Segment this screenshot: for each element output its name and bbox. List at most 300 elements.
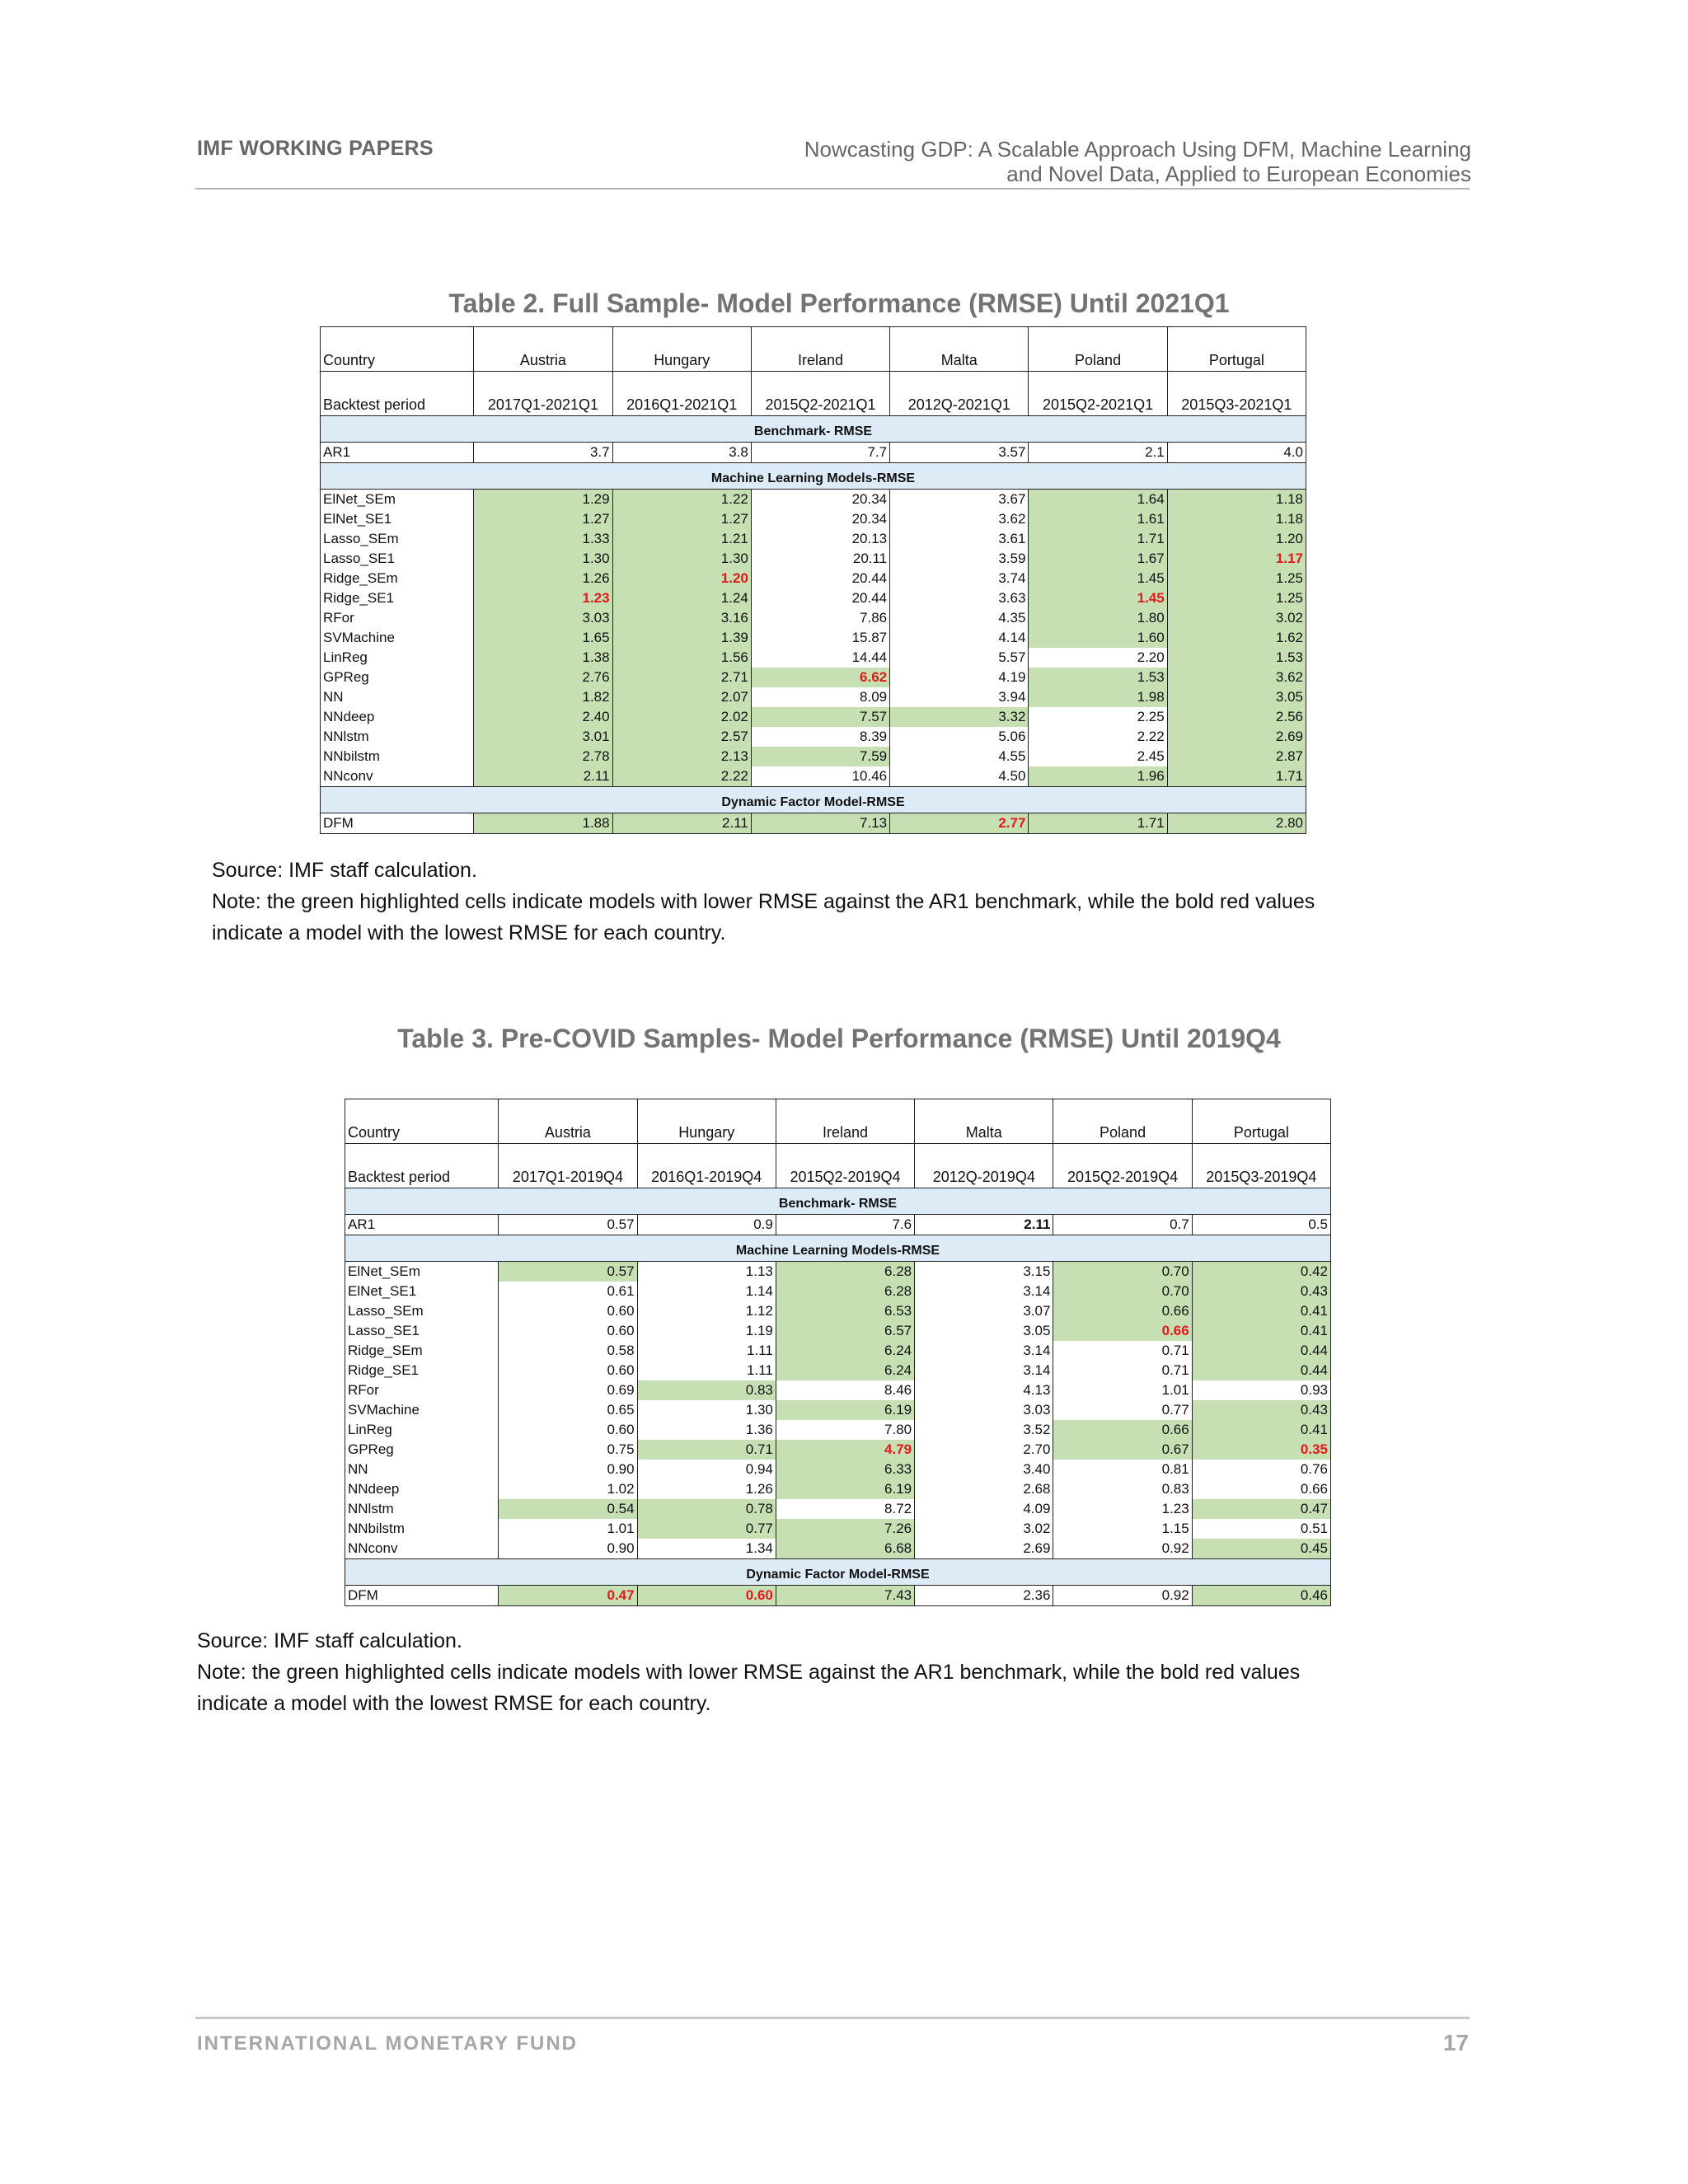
rmse-value: 3.8 [612,443,751,463]
rmse-value: 1.19 [637,1321,776,1341]
rmse-value: 0.66 [1053,1301,1192,1321]
rmse-value: 0.42 [1192,1262,1330,1282]
rmse-value: 0.54 [499,1499,637,1519]
table-row [321,813,1306,834]
rmse-value: 0.43 [1192,1400,1330,1420]
rmse-value: 3.15 [915,1262,1053,1282]
rmse-value: 1.88 [474,813,612,834]
table-row [321,687,1306,707]
rmse-value: 1.01 [499,1519,637,1539]
model-name: Lasso_SEm [345,1301,499,1321]
rmse-value: 1.20 [1167,529,1306,549]
rmse-value: 3.57 [890,443,1029,463]
rmse-value: 3.05 [1167,687,1306,707]
model-name: NN [345,1460,499,1479]
rmse-value: 0.71 [637,1440,776,1460]
rmse-value: 0.66 [1053,1420,1192,1440]
dfm-section [345,1559,1331,1586]
rmse-value: 1.22 [612,490,751,510]
rmse-value: 1.82 [474,687,612,707]
rmse-value: 0.41 [1192,1321,1330,1341]
rmse-value: 15.87 [751,628,889,648]
rmse-value: 1.18 [1167,490,1306,510]
rmse-value: 0.51 [1192,1519,1330,1539]
table-row [321,648,1306,668]
rmse-value: 1.18 [1167,509,1306,529]
rmse-value: 2.40 [474,707,612,727]
ml-section [345,1235,1331,1262]
rmse-value: 3.02 [1167,608,1306,628]
rmse-value: 1.71 [1167,766,1306,787]
rmse-value: 1.53 [1167,648,1306,668]
table-row [345,1499,1331,1519]
model-name: NNdeep [345,1479,499,1499]
rmse-value: 1.13 [637,1262,776,1282]
header-rule [195,188,1470,190]
rmse-value: 4.55 [890,747,1029,766]
country-header: Portugal [1167,327,1306,372]
model-name: Lasso_SE1 [345,1321,499,1341]
rmse-value: 6.19 [776,1479,914,1499]
table3-title: Table 3. Pre-COVID Samples- Model Performance (RMSE) Until 2019Q4 [397,1024,1281,1053]
rmse-value: 1.20 [612,569,751,588]
rmse-value: 3.74 [890,569,1029,588]
country-header: Hungary [637,1099,776,1144]
rmse-value: 0.60 [499,1420,637,1440]
rmse-value: 6.53 [776,1301,914,1321]
rmse-value: 1.62 [1167,628,1306,648]
benchmark-section [321,416,1306,443]
rmse-value: 1.24 [612,588,751,608]
rmse-value: 7.26 [776,1519,914,1539]
table2-note-line2: indicate a model with the lowest RMSE for each country. [212,921,726,944]
rmse-value: 3.52 [915,1420,1053,1440]
model-name: Ridge_SE1 [345,1361,499,1380]
rmse-value: 0.71 [1053,1361,1192,1380]
running-header-line1: Nowcasting GDP: A Scalable Approach Using DFM, Machine Learning [804,137,1471,162]
running-header-right [647,137,1471,186]
rmse-value: 0.60 [637,1586,776,1606]
table-row [321,549,1306,569]
table-row [321,443,1306,463]
rmse-value: 1.11 [637,1361,776,1380]
rmse-value: 0.5 [1192,1215,1330,1235]
rmse-value: 0.35 [1192,1440,1330,1460]
rmse-value: 0.70 [1053,1282,1192,1301]
rmse-value: 3.63 [890,588,1029,608]
rmse-value: 0.76 [1192,1460,1330,1479]
rmse-value: 6.19 [776,1400,914,1420]
table-row [321,569,1306,588]
rmse-value: 2.22 [1029,727,1167,747]
rmse-value: 0.69 [499,1380,637,1400]
rmse-value: 1.34 [637,1539,776,1559]
rmse-value: 0.61 [499,1282,637,1301]
backtest-period: 2015Q3-2019Q4 [1192,1144,1330,1188]
rmse-value: 4.19 [890,668,1029,687]
rmse-value: 1.67 [1029,549,1167,569]
rmse-value: 0.43 [1192,1282,1330,1301]
rmse-value: 0.92 [1053,1586,1192,1606]
rmse-value: 20.44 [751,588,889,608]
rmse-value: 2.57 [612,727,751,747]
rmse-value: 1.30 [612,549,751,569]
rmse-value: 3.67 [890,490,1029,510]
table-row [345,1586,1331,1606]
rmse-value: 3.16 [612,608,751,628]
country-header: Portugal [1192,1099,1330,1144]
rmse-value: 7.7 [751,443,889,463]
table-row [345,1380,1331,1400]
model-name: DFM [321,813,474,834]
rmse-value: 2.77 [890,813,1029,834]
model-name: GPReg [345,1440,499,1460]
table-row [321,747,1306,766]
model-name: RFor [321,608,474,628]
backtest-period-row [345,1144,1331,1188]
rmse-value: 1.65 [474,628,612,648]
rmse-value: 0.7 [1053,1215,1192,1235]
table-row [321,490,1306,510]
table-row [345,1215,1331,1235]
rmse-value: 3.32 [890,707,1029,727]
rmse-value: 3.94 [890,687,1029,707]
table2-notes [212,855,1531,949]
table-row [321,727,1306,747]
footer-publisher: INTERNATIONAL MONETARY FUND [197,2032,578,2055]
rmse-value: 0.60 [499,1321,637,1341]
rmse-value: 0.71 [1053,1341,1192,1361]
model-name: ElNet_SE1 [321,509,474,529]
country-label: Country [321,327,474,372]
rmse-value: 1.60 [1029,628,1167,648]
backtest-period: 2017Q1-2019Q4 [499,1144,637,1188]
country-header-row [345,1099,1331,1144]
backtest-period: 2012Q-2019Q4 [915,1144,1053,1188]
rmse-value: 3.02 [915,1519,1053,1539]
backtest-period: 2015Q2-2019Q4 [1053,1144,1192,1188]
backtest-period-label: Backtest period [345,1144,499,1188]
rmse-value: 8.09 [751,687,889,707]
backtest-period: 2016Q1-2021Q1 [612,372,751,416]
backtest-period: 2016Q1-2019Q4 [637,1144,776,1188]
rmse-value: 1.80 [1029,608,1167,628]
rmse-value: 20.34 [751,509,889,529]
rmse-value: 4.14 [890,628,1029,648]
rmse-value: 1.29 [474,490,612,510]
benchmark-section [345,1188,1331,1215]
rmse-value: 4.09 [915,1499,1053,1519]
rmse-value: 4.13 [915,1380,1053,1400]
rmse-value: 2.11 [915,1215,1053,1235]
rmse-value: 2.20 [1029,648,1167,668]
rmse-value: 20.44 [751,569,889,588]
model-name: ElNet_SEm [321,490,474,510]
rmse-value: 7.86 [751,608,889,628]
rmse-value: 1.56 [612,648,751,668]
country-header: Austria [474,327,612,372]
model-name: LinReg [321,648,474,668]
table-row [345,1400,1331,1420]
rmse-value: 6.62 [751,668,889,687]
rmse-value: 4.50 [890,766,1029,787]
country-label: Country [345,1099,499,1144]
rmse-value: 3.03 [915,1400,1053,1420]
rmse-value: 1.71 [1029,813,1167,834]
rmse-value: 20.11 [751,549,889,569]
rmse-value: 7.59 [751,747,889,766]
rmse-value: 2.07 [612,687,751,707]
model-name: DFM [345,1586,499,1606]
rmse-value: 6.28 [776,1282,914,1301]
table2-source: Source: IMF staff calculation. [212,859,477,882]
rmse-value: 1.23 [1053,1499,1192,1519]
table-row [345,1479,1331,1499]
rmse-value: 3.59 [890,549,1029,569]
rmse-value: 1.25 [1167,569,1306,588]
table-row [345,1301,1331,1321]
rmse-value: 3.01 [474,727,612,747]
model-name: Ridge_SEm [321,569,474,588]
model-name: NNdeep [321,707,474,727]
rmse-value: 0.57 [499,1262,637,1282]
table-row [345,1420,1331,1440]
rmse-value: 0.41 [1192,1301,1330,1321]
rmse-value: 0.65 [499,1400,637,1420]
rmse-value: 6.24 [776,1361,914,1380]
rmse-value: 0.77 [637,1519,776,1539]
table-row [345,1361,1331,1380]
table-row [345,1440,1331,1460]
rmse-value: 2.70 [915,1440,1053,1460]
rmse-value: 0.47 [499,1586,637,1606]
rmse-value: 0.41 [1192,1420,1330,1440]
table-row [321,509,1306,529]
rmse-value: 1.61 [1029,509,1167,529]
rmse-value: 2.69 [915,1539,1053,1559]
table2 [320,326,1306,834]
rmse-value: 2.71 [612,668,751,687]
model-name: SVMachine [321,628,474,648]
rmse-value: 6.68 [776,1539,914,1559]
rmse-value: 3.62 [890,509,1029,529]
rmse-value: 7.80 [776,1420,914,1440]
table3-note-line1: Note: the green highlighted cells indicate models with lower RMSE against the AR1 benchmark, while the bold red values [197,1661,1301,1684]
rmse-value: 6.28 [776,1262,914,1282]
rmse-value: 0.93 [1192,1380,1330,1400]
model-name: Lasso_SEm [321,529,474,549]
table3-note-line2: indicate a model with the lowest RMSE for each country. [197,1692,711,1715]
country-header-row [321,327,1306,372]
model-name: NNbilstm [345,1519,499,1539]
rmse-value: 2.13 [612,747,751,766]
rmse-value: 20.13 [751,529,889,549]
rmse-value: 2.11 [612,813,751,834]
model-name: ElNet_SE1 [345,1282,499,1301]
rmse-value: 7.57 [751,707,889,727]
rmse-value: 0.77 [1053,1400,1192,1420]
dfm-section-label: Dynamic Factor Model-RMSE [321,787,1306,813]
rmse-value: 10.46 [751,766,889,787]
rmse-value: 0.75 [499,1440,637,1460]
model-name: AR1 [321,443,474,463]
rmse-value: 0.66 [1192,1479,1330,1499]
model-name: NNconv [345,1539,499,1559]
rmse-value: 1.30 [637,1400,776,1420]
rmse-value: 0.60 [499,1361,637,1380]
table2-note-line1: Note: the green highlighted cells indicate models with lower RMSE against the AR1 benchmark, while the bold red values [212,890,1315,913]
rmse-value: 5.57 [890,648,1029,668]
model-name: NN [321,687,474,707]
rmse-value: 0.60 [499,1301,637,1321]
table-row [345,1321,1331,1341]
rmse-value: 3.14 [915,1341,1053,1361]
rmse-value: 1.45 [1029,569,1167,588]
rmse-value: 1.14 [637,1282,776,1301]
rmse-value: 2.80 [1167,813,1306,834]
rmse-value: 2.11 [474,766,612,787]
rmse-value: 4.0 [1167,443,1306,463]
dfm-section [321,787,1306,813]
rmse-value: 6.33 [776,1460,914,1479]
table-row [321,588,1306,608]
table-row [321,766,1306,787]
country-header: Poland [1029,327,1167,372]
rmse-value: 6.57 [776,1321,914,1341]
table-row [345,1262,1331,1282]
rmse-value: 14.44 [751,648,889,668]
rmse-value: 3.07 [915,1301,1053,1321]
table3 [345,1099,1331,1606]
backtest-period-row [321,372,1306,416]
rmse-value: 3.62 [1167,668,1306,687]
rmse-value: 0.83 [1053,1479,1192,1499]
backtest-period: 2017Q1-2021Q1 [474,372,612,416]
dfm-section-label: Dynamic Factor Model-RMSE [345,1559,1331,1586]
country-header: Austria [499,1099,637,1144]
model-name: Lasso_SE1 [321,549,474,569]
country-header: Malta [915,1099,1053,1144]
rmse-value: 2.02 [612,707,751,727]
rmse-value: 1.33 [474,529,612,549]
table-row [321,707,1306,727]
rmse-value: 2.22 [612,766,751,787]
rmse-value: 3.14 [915,1282,1053,1301]
rmse-value: 1.98 [1029,687,1167,707]
rmse-value: 1.12 [637,1301,776,1321]
rmse-value: 0.70 [1053,1262,1192,1282]
table-row [345,1341,1331,1361]
backtest-period: 2015Q3-2021Q1 [1167,372,1306,416]
table3-source: Source: IMF staff calculation. [197,1629,462,1652]
benchmark-section-label: Benchmark- RMSE [321,416,1306,443]
model-name: AR1 [345,1215,499,1235]
rmse-value: 2.36 [915,1586,1053,1606]
rmse-value: 1.39 [612,628,751,648]
rmse-value: 1.71 [1029,529,1167,549]
model-name: Ridge_SE1 [321,588,474,608]
model-name: SVMachine [345,1400,499,1420]
rmse-value: 8.39 [751,727,889,747]
model-name: NNlstm [321,727,474,747]
rmse-value: 4.35 [890,608,1029,628]
rmse-value: 3.14 [915,1361,1053,1380]
rmse-value: 0.90 [499,1539,637,1559]
table-row [345,1460,1331,1479]
rmse-value: 1.30 [474,549,612,569]
rmse-value: 7.13 [751,813,889,834]
backtest-period: 2015Q2-2019Q4 [776,1144,914,1188]
model-name: NNlstm [345,1499,499,1519]
benchmark-section-label: Benchmark- RMSE [345,1188,1331,1215]
rmse-value: 8.72 [776,1499,914,1519]
rmse-value: 0.47 [1192,1499,1330,1519]
model-name: NNconv [321,766,474,787]
rmse-value: 1.11 [637,1341,776,1361]
rmse-value: 0.81 [1053,1460,1192,1479]
rmse-value: 3.05 [915,1321,1053,1341]
table-row [321,608,1306,628]
rmse-value: 0.58 [499,1341,637,1361]
rmse-value: 7.43 [776,1586,914,1606]
rmse-value: 6.24 [776,1341,914,1361]
rmse-value: 1.45 [1029,588,1167,608]
country-header: Ireland [751,327,889,372]
rmse-value: 0.45 [1192,1539,1330,1559]
rmse-value: 3.61 [890,529,1029,549]
rmse-value: 1.02 [499,1479,637,1499]
model-name: RFor [345,1380,499,1400]
backtest-period: 2012Q-2021Q1 [890,372,1029,416]
country-header: Hungary [612,327,751,372]
rmse-value: 2.69 [1167,727,1306,747]
rmse-value: 0.66 [1053,1321,1192,1341]
model-name: ElNet_SEm [345,1262,499,1282]
rmse-value: 1.01 [1053,1380,1192,1400]
rmse-value: 0.46 [1192,1586,1330,1606]
rmse-value: 1.15 [1053,1519,1192,1539]
rmse-value: 0.67 [1053,1440,1192,1460]
table-row [321,628,1306,648]
backtest-period: 2015Q2-2021Q1 [751,372,889,416]
rmse-value: 1.27 [474,509,612,529]
rmse-value: 0.83 [637,1380,776,1400]
ml-section [321,463,1306,490]
rmse-value: 0.44 [1192,1361,1330,1380]
rmse-value: 1.38 [474,648,612,668]
table-row [321,529,1306,549]
rmse-value: 7.6 [776,1215,914,1235]
rmse-value: 0.92 [1053,1539,1192,1559]
rmse-value: 2.87 [1167,747,1306,766]
table2-title: Table 2. Full Sample- Model Performance (RMSE) Until 2021Q1 [448,288,1230,318]
backtest-period-label: Backtest period [321,372,474,416]
running-header-left: IMF WORKING PAPERS [197,137,434,160]
page-number: 17 [1442,2030,1469,2055]
rmse-value: 1.26 [474,569,612,588]
rmse-value: 1.23 [474,588,612,608]
rmse-value: 0.90 [499,1460,637,1479]
rmse-value: 8.46 [776,1380,914,1400]
rmse-value: 2.45 [1029,747,1167,766]
table3-notes [197,1625,1516,1719]
footer-rule [195,2017,1470,2019]
rmse-value: 1.53 [1029,668,1167,687]
rmse-value: 1.36 [637,1420,776,1440]
rmse-value: 20.34 [751,490,889,510]
rmse-value: 2.76 [474,668,612,687]
country-header: Poland [1053,1099,1192,1144]
